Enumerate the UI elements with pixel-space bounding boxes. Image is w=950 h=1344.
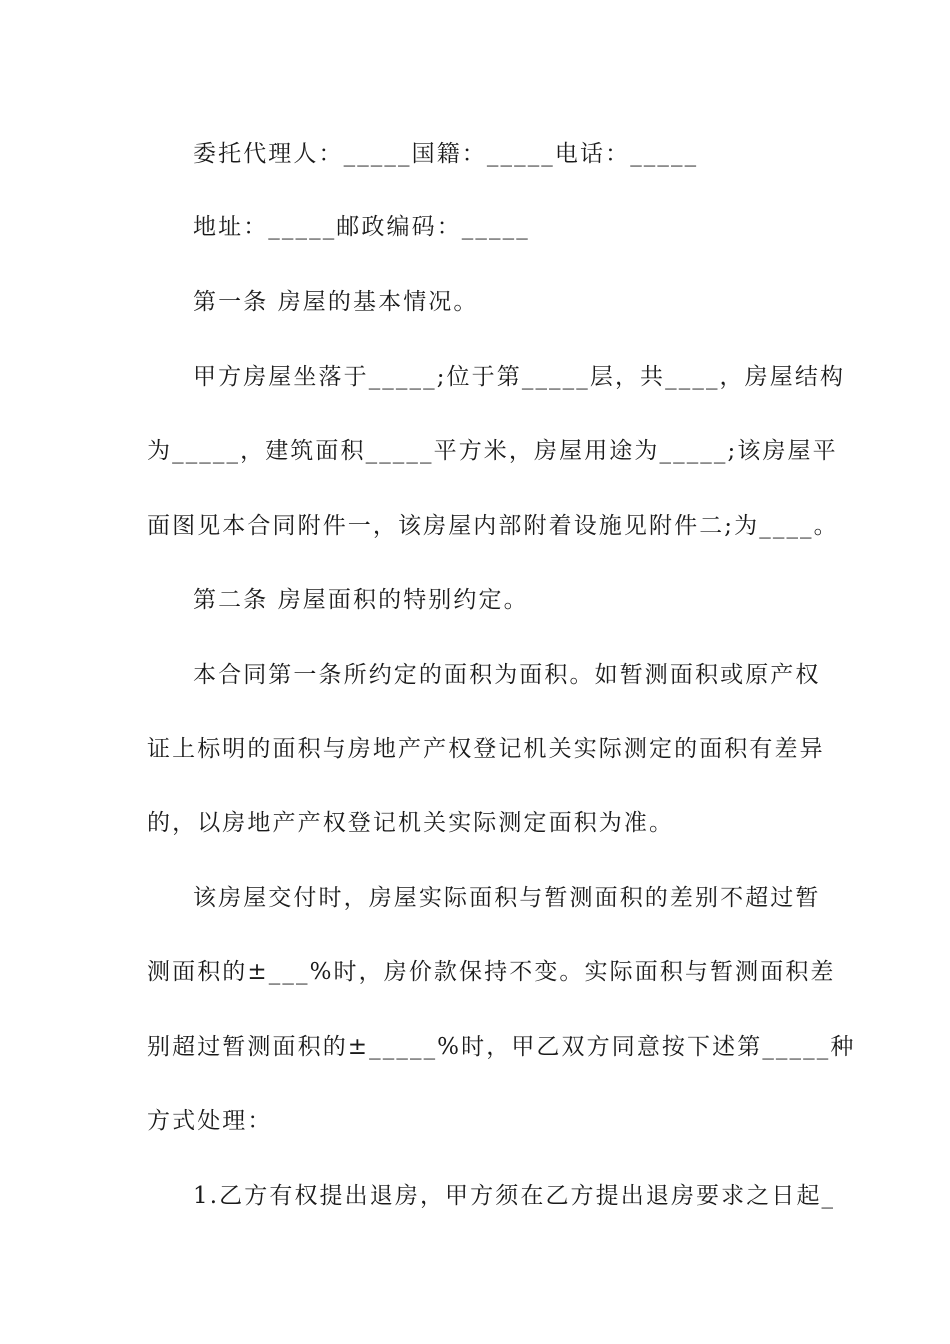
paragraph-line: 测面积的±___%时，房价款保持不变。实际面积与暂测面积差 [147, 959, 836, 985]
paragraph-line: 方式处理： [147, 1108, 273, 1134]
article-one-heading: 第一条 房屋的基本情况。 [193, 289, 479, 315]
paragraph-line: 别超过暂测面积的±_____%时，甲乙双方同意按下述第_____种 [147, 1034, 856, 1060]
paragraph-line: 本合同第一条所约定的面积为面积。如暂测面积或原产权 [193, 662, 821, 688]
agent-info-line: 委托代理人：_____国籍：_____电话：_____ [193, 141, 699, 167]
paragraph-line: 面图见本合同附件一，该房屋内部附着设施见附件二;为____。 [147, 513, 839, 539]
paragraph-line: 为_____，建筑面积_____平方米，房屋用途为_____;该房屋平 [147, 438, 838, 464]
address-line: 地址：_____邮政编码：_____ [193, 214, 530, 240]
paragraph-line: 甲方房屋坐落于_____;位于第_____层，共____，房屋结构 [193, 364, 846, 390]
paragraph-line: 证上标明的面积与房地产产权登记机关实际测定的面积有差异 [147, 736, 825, 762]
paragraph-line: 的，以房地产产权登记机关实际测定面积为准。 [147, 810, 675, 836]
paragraph-line: 该房屋交付时，房屋实际面积与暂测面积的差别不超过暂 [193, 885, 821, 911]
list-item-1: 1.乙方有权提出退房，甲方须在乙方提出退房要求之日起_ [193, 1183, 836, 1209]
article-two-heading: 第二条 房屋面积的特别约定。 [193, 587, 529, 613]
